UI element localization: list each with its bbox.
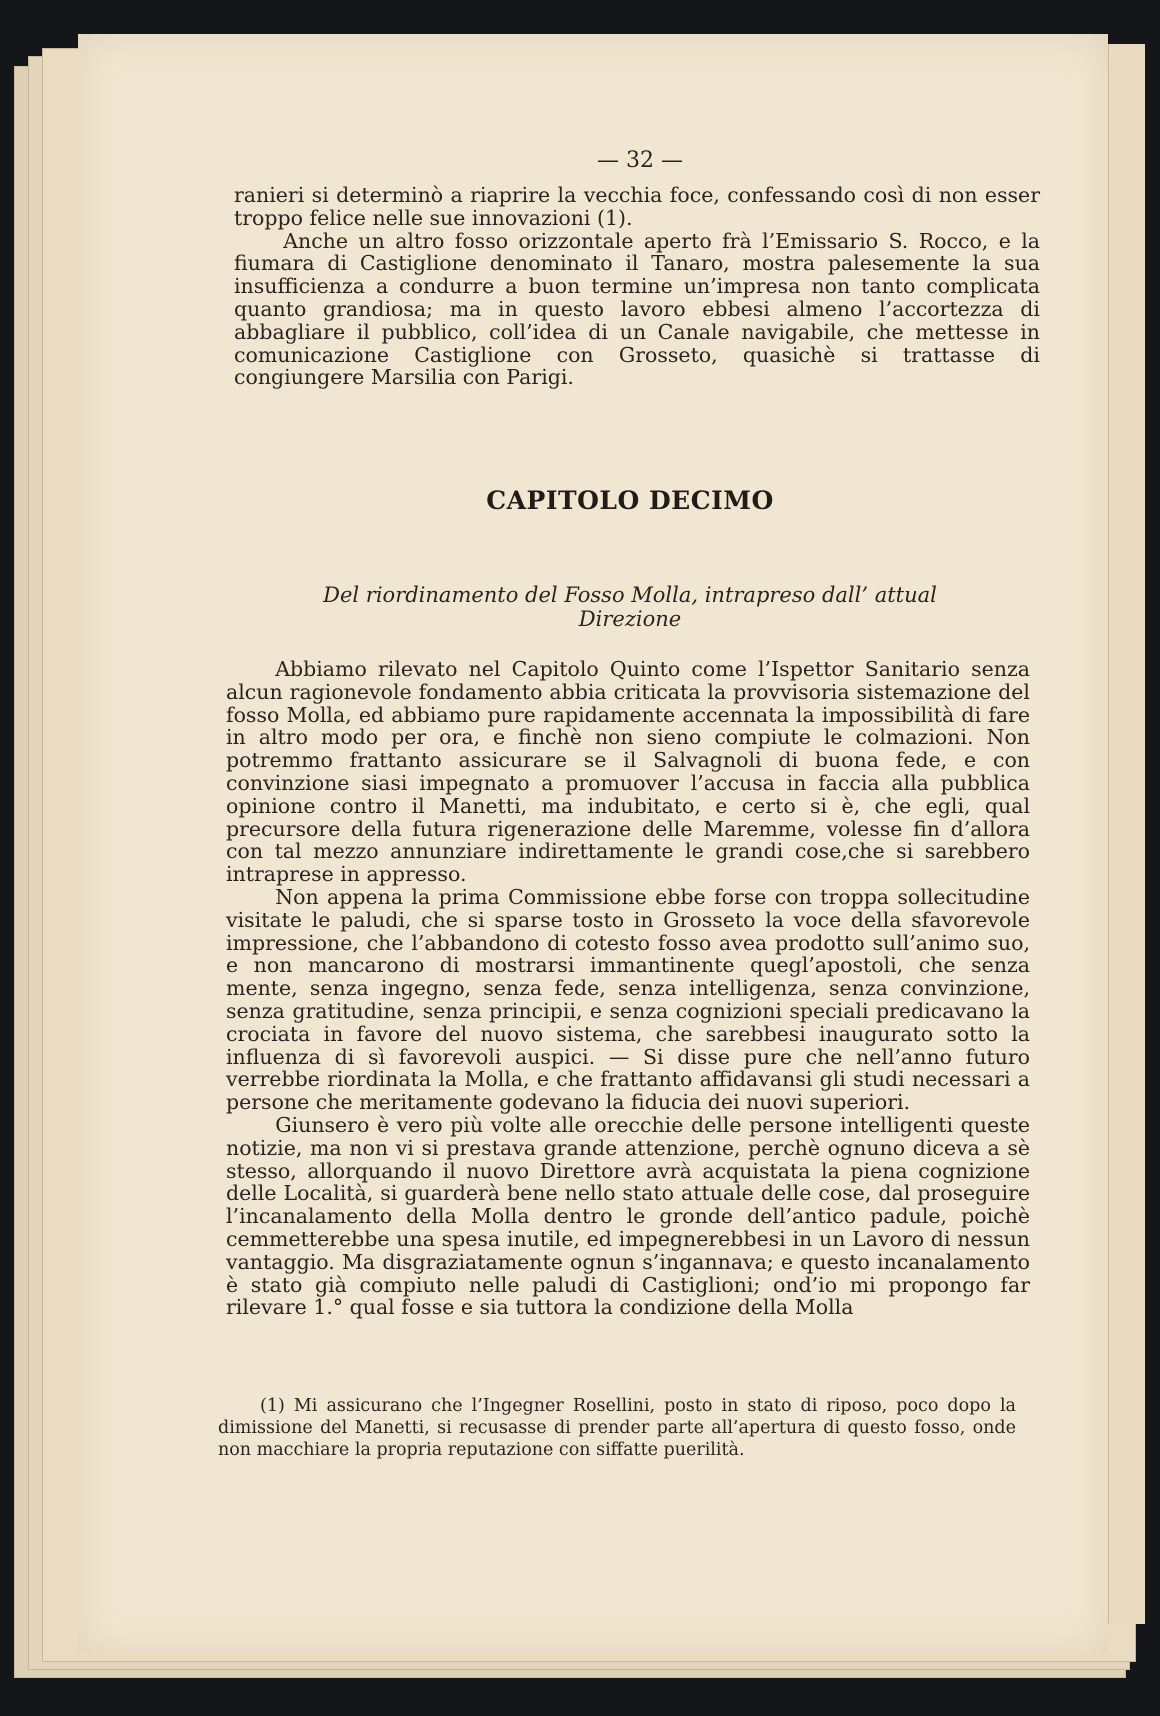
text-block-main [226,658,1030,1319]
paragraph: Abbiamo rilevato nel Capitolo Quinto come l’Ispettor Sanitario senza alcun ragionevole fondamento abbia criticata la provvisoria sistemazione del fosso Molla, ed abbiamo pure rapidamente accennata la impossibilità di fare in altro modo per ora, e finchè non sieno compiute le colmazioni. Non potremmo frattanto assicurare se il Salvagnoli di buona fede, e con convinzione siasi impegnato a promuover l’accusa in faccia alla pubblica opinione contro il Manetti, ma indubitato, e certo si è, che egli, qual precursore della futura rigenerazione delle Maremme, volesse fin d’allora con tal mezzo annunziare indirettamente le grandi cose,che si sarebbero intraprese in appresso. [226,657,1030,887]
facing-page-edge [1108,44,1145,1624]
paragraph: Anche un altro fosso orizzontale aperto frà l’Emissario S. Rocco, e la fiumara di Castiglione denominato il Tanaro, mostra palesemente la sua insufficienza a condurre a buon termine un’impresa non tanto complicata quanto grandiosa; ma in questo lavoro ebbesi almeno l’accortezza di abbagliare il pubblico, coll’idea di un Canale navigabile, che mettesse in comunicazione Castiglione con Grosseto, quasichè si trattasse di congiungere Marsilia con Parigi. [234,228,1040,390]
footnote: (1) Mi assicurano che l’Ingegner Rosellini, posto in stato di riposo, poco dopo la dimissione del Manetti, si recusasse di prender parte all’apertura di questo fosso, onde non macchiare la propria reputazione con siffatte puerilità. [218,1396,1016,1460]
paragraph: ranieri si determinò a riaprire la vecchia foce, confessando così di non esser troppo felice nelle sue innovazioni (1). [234,183,1040,230]
chapter-subtitle: Del riordinamento del Fosso Molla, intrapreso dall’ attual Direzione [323,583,937,631]
paragraph: Non appena la prima Commissione ebbe forse con troppa sollecitudine visitate le paludi, che si sparse tosto in Grosseto la voce della sfavorevole impressione, che l’abbandono di cotesto fosso avea prodotto sull’animo suo, e non mancarono di mostrarsi immantinente quegl’apostoli, che senza mente, senza ingegno, senza fede, senza intelligenza, senza convinzione, senza gratitudine, senza principii, e senza cognizioni speciali predicavano la crociata in favore del nuovo sistema, che sarebbesi inaugurato sotto la influenza di sì favorevoli auspici. — Si disse pure che nell’anno futuro verrebbe riordinata la Molla, e che frattanto affidavansi gli studi necessari a persone che meritamente godevano la fiducia dei nuovi superiori. [226,884,1030,1115]
page-number: — 32 — [597,148,683,173]
paragraph: Giunsero è vero più volte alle orecchie delle persone intelligenti queste notizie, ma non vi si prestava grande attenzione, perchè ognuno diceva a sè stesso, allorquando il nuovo Direttore avrà acquistata la piena cognizione delle Località, si guarderà bene nello stato attuale delle cose, dal proseguire l’incanalamento della Molla dentro le gronde dell’antico padule, poichè cemmetterebbe una spesa inutile, ed impegnerebbesi in un Lavoro di nessun vantaggio. Ma disgraziatamente ognun s’ingannava; e questo incanalamento è stato già compiuto nelle paludi di Castiglioni; ond’io mi propongo far rilevare 1.° qual fosse e sia tuttora la condizione della Molla [226,1112,1030,1320]
text-block-top [234,184,1040,389]
chapter-title: CAPITOLO DECIMO [486,486,774,515]
